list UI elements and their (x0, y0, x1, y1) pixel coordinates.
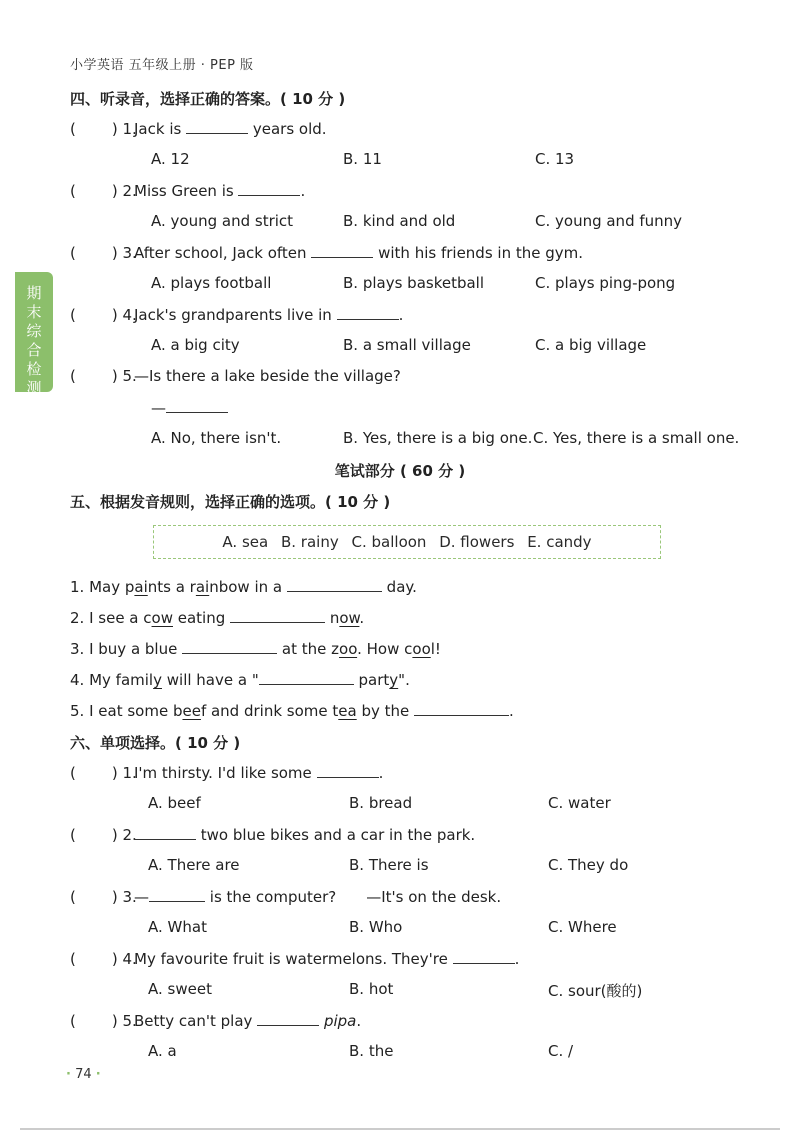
listening-question-2: ( ) 2.Miss Green is . (70, 182, 306, 200)
phonics-question-1: 1. May paints a rainbow in a day. (70, 578, 417, 596)
option-b[interactable]: B. Who (349, 918, 403, 936)
answer-blank[interactable] (230, 608, 325, 623)
option-b[interactable]: B. the (349, 1042, 394, 1060)
option-a[interactable]: A. sweet (148, 980, 212, 998)
answer-blank[interactable] (259, 670, 354, 685)
answer-blank[interactable] (257, 1011, 319, 1026)
option-c[interactable]: C. a big village (535, 336, 647, 354)
answer-blank[interactable] (166, 398, 228, 413)
option-a[interactable]: A. There are (148, 856, 240, 874)
option-b[interactable]: B. Yes, there is a big one. (343, 429, 533, 447)
word-option: D. flowers (439, 533, 515, 551)
side-tab (15, 272, 53, 397)
answer-blank[interactable] (414, 701, 509, 716)
option-c[interactable]: C. / (548, 1042, 574, 1060)
option-a[interactable]: A. a (148, 1042, 177, 1060)
option-a[interactable]: A. What (148, 918, 207, 936)
listening-question-5: ( ) 5.—Is there a lake beside the village? (70, 367, 401, 385)
section-6-title: 六、单项选择。( 10 分 ) (70, 734, 241, 752)
answer-blank[interactable] (238, 181, 300, 196)
option-c[interactable]: C. plays ping-pong (535, 274, 676, 292)
page-bottom-edge (20, 1128, 780, 1130)
word-options-box (153, 525, 661, 559)
option-c[interactable]: C. They do (548, 856, 629, 874)
answer-blank[interactable] (182, 639, 277, 654)
option-b[interactable]: B. a small village (343, 336, 471, 354)
option-a[interactable]: A. No, there isn't. (151, 429, 282, 447)
phonics-question-4: 4. My family will have a " party". (70, 671, 410, 689)
answer-blank[interactable] (134, 825, 196, 840)
section-5-title: 五、根据发音规则，选择正确的选项。( 10 分 ) (70, 493, 391, 511)
option-c[interactable]: C. young and funny (535, 212, 683, 230)
phonics-question-5: 5. I eat some beef and drink some tea by the . (70, 702, 514, 720)
page-number: · 74 · (66, 1067, 101, 1082)
answer-blank[interactable] (186, 119, 248, 134)
option-a[interactable]: A. 12 (151, 150, 190, 168)
choice-question-1: ( ) 1.I'm thirsty. I'd like some . (70, 764, 384, 782)
word-option: C. balloon (351, 533, 427, 551)
choice-question-5: ( ) 5.Betty can't play pipa. (70, 1012, 362, 1030)
book-header: 小学英语 五年级上册 · PEP 版 (70, 58, 254, 73)
option-b[interactable]: B. There is (349, 856, 429, 874)
option-c[interactable]: C. Yes, there is a small one. (533, 429, 740, 447)
option-c[interactable]: C. Where (548, 918, 617, 936)
option-b[interactable]: B. hot (349, 980, 394, 998)
option-a[interactable]: A. a big city (151, 336, 240, 354)
answer-blank[interactable] (149, 887, 205, 902)
answer-blank[interactable] (311, 243, 373, 258)
listening-question-5-response: — (151, 398, 228, 417)
choice-question-2: ( ) 2. two blue bikes and a car in the park. (70, 826, 476, 844)
answer-blank[interactable] (287, 577, 382, 592)
option-c[interactable]: C. water (548, 794, 611, 812)
choice-question-3: ( ) 3.— is the computer? —It's on the desk. (70, 888, 502, 906)
listening-question-1: ( ) 1.Jack is years old. (70, 120, 327, 138)
side-tab-label: 期末综合检测 (26, 284, 42, 397)
option-a[interactable]: A. young and strict (151, 212, 294, 230)
word-option: A. sea (222, 533, 269, 551)
option-b[interactable]: B. bread (349, 794, 413, 812)
section-4-title: 四、听录音，选择正确的答案。( 10 分 ) (70, 90, 346, 108)
word-option: E. candy (527, 533, 592, 551)
phonics-question-2: 2. I see a cow eating now. (70, 609, 365, 627)
option-b[interactable]: B. kind and old (343, 212, 456, 230)
option-b[interactable]: B. plays basketball (343, 274, 485, 292)
option-c[interactable]: C. 13 (535, 150, 575, 168)
option-a[interactable]: A. beef (148, 794, 201, 812)
listening-question-3: ( ) 3.After school, Jack often with his friends in the gym. (70, 244, 584, 262)
answer-blank[interactable] (337, 305, 399, 320)
option-b[interactable]: B. 11 (343, 150, 382, 168)
choice-question-4: ( ) 4.My favourite fruit is watermelons. They're . (70, 950, 520, 968)
answer-blank[interactable] (317, 763, 379, 778)
written-part-title: 笔试部分 ( 60 分 ) (334, 462, 466, 480)
answer-bracket: ( ) 1. (70, 120, 137, 138)
option-c[interactable]: C. sour(酸的) (548, 982, 643, 1000)
option-a[interactable]: A. plays football (151, 274, 272, 292)
listening-question-4: ( ) 4.Jack's grandparents live in . (70, 306, 404, 324)
answer-blank[interactable] (453, 949, 515, 964)
word-option: B. rainy (280, 533, 339, 551)
phonics-question-3: 3. I buy a blue at the zoo. How cool! (70, 640, 441, 658)
